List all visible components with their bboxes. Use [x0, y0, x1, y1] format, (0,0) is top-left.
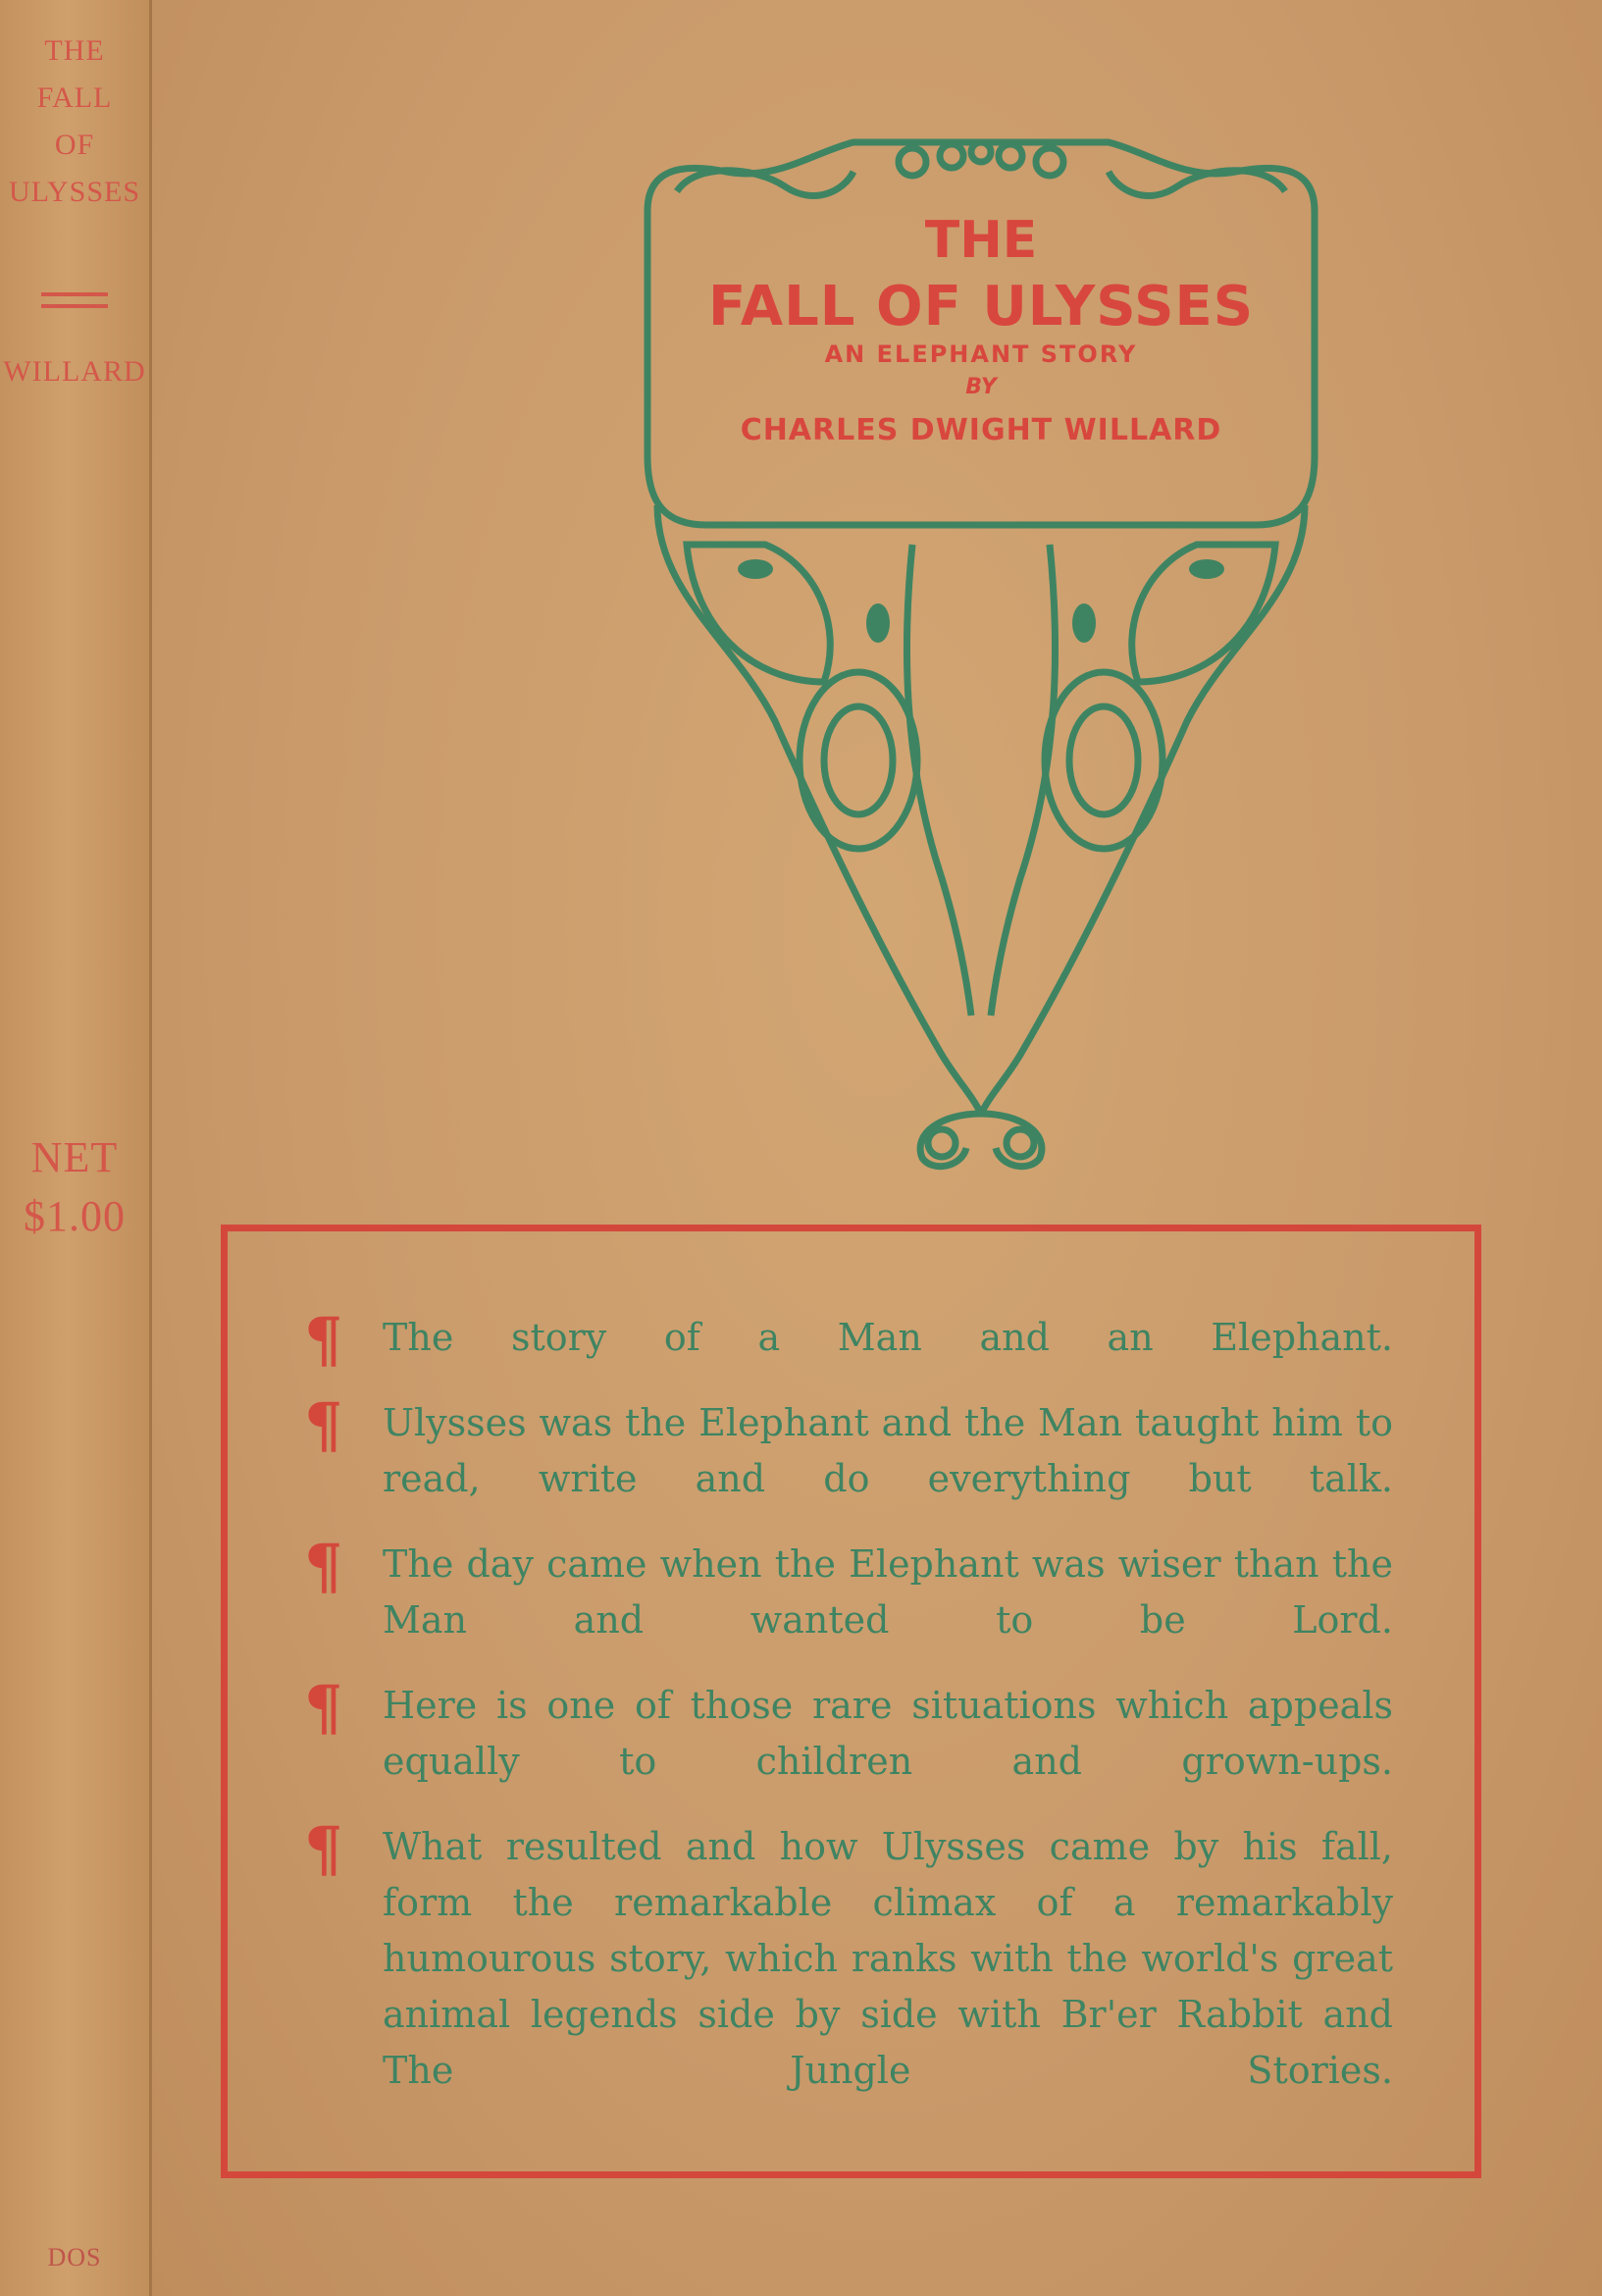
- spine-title: [0, 27, 149, 216]
- spine-rule: [41, 304, 108, 308]
- cover-subtitle: AN ELEPHANT STORY: [824, 340, 1138, 368]
- cover-title: FALL OF ULYSSES: [707, 275, 1255, 339]
- front-cover: [152, 0, 1602, 2296]
- spine-publisher-mark: DOS: [47, 2243, 102, 2271]
- spine-title-line: FALL: [36, 81, 113, 114]
- list-item-text: Ulysses was the Elephant and the Man taught him to read, write and do everything but talk.: [383, 1401, 1393, 1500]
- spine-price-line: $1.00: [24, 1192, 126, 1240]
- list-item: [304, 1672, 1393, 1790]
- spine-author: WILLARD: [3, 355, 146, 388]
- list-item: [304, 1304, 1393, 1376]
- pilcrow-icon: ¶: [304, 1813, 343, 1885]
- list-item: [304, 1813, 1393, 2099]
- pilcrow-icon: ¶: [304, 1304, 343, 1376]
- pilcrow-icon: ¶: [304, 1672, 343, 1744]
- pilcrow-icon: ¶: [304, 1531, 343, 1602]
- cover-by: BY: [965, 375, 997, 399]
- cover-author: CHARLES DWIGHT WILLARD: [740, 413, 1222, 447]
- spine: [0, 0, 152, 2296]
- spine-title-line: THE: [44, 34, 105, 67]
- list-item-text: The story of a Man and an Elephant.: [383, 1316, 1393, 1359]
- pilcrow-icon: ¶: [304, 1389, 343, 1461]
- list-item-text: What resulted and how Ulysses came by his fall, form the remarkable climax of a remarkably humourous story, which ranks with the world's great animal legends side by side with Br'er Rabbit and The Jungle Stories.: [383, 1825, 1393, 2092]
- spine-title-line: OF: [54, 129, 95, 161]
- list-item: [304, 1389, 1393, 1507]
- spine-price-line: NET: [30, 1133, 119, 1181]
- title-cartouche: [618, 132, 1344, 1173]
- spine-price: [0, 1128, 149, 1246]
- cover-title-the: THE: [924, 211, 1038, 270]
- description-list: [304, 1304, 1393, 2128]
- list-item-text: The day came when the Elephant was wiser than the Man and wanted to be Lord.: [383, 1542, 1393, 1642]
- description-box: [221, 1225, 1481, 2178]
- spine-title-line: ULYSSES: [8, 176, 141, 208]
- spine-rule: [41, 292, 108, 296]
- list-item: [304, 1531, 1393, 1648]
- list-item-text: Here is one of those rare situations which appeals equally to children and grown-ups.: [383, 1684, 1393, 1783]
